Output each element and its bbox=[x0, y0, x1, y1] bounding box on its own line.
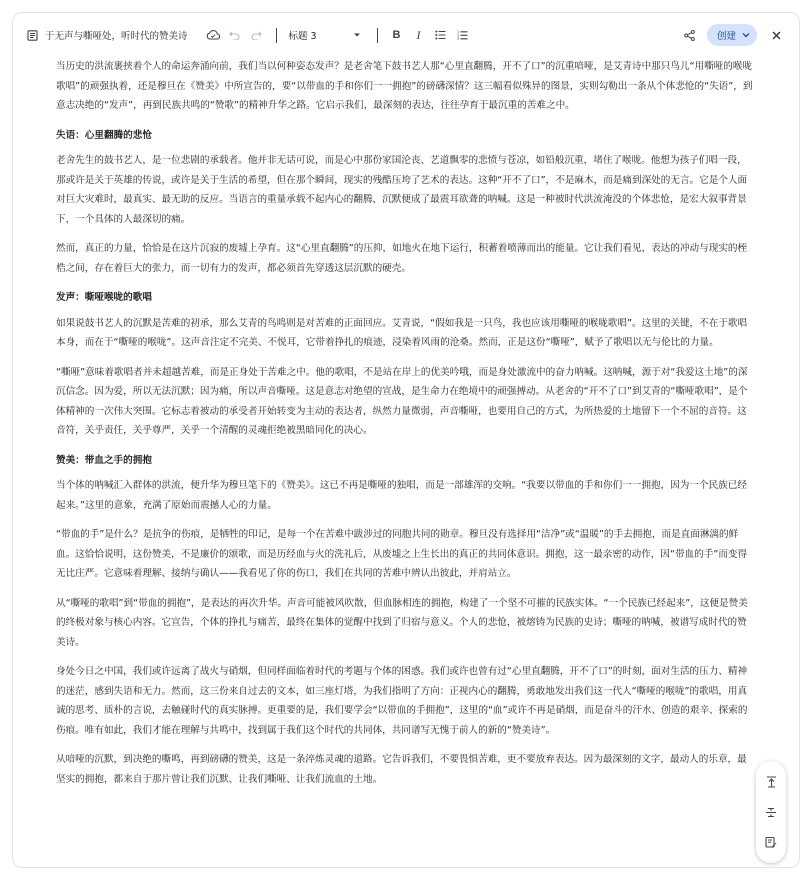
create-button[interactable] bbox=[707, 24, 757, 46]
conclusion-paragraph: 从喑哑的沉默，到决绝的嘶鸣，再到磅礴的赞美，这是一条淬炼灵魂的道路。它告诉我们，不要畏惧苦难，更不要放弃表达。因为最深刻的文字，最动人的乐章，最坚实的拥抱，都来自于那片曾让我们沉默、让我们嘶哑、让我们流血的土地。 bbox=[56, 754, 747, 785]
chevron-down-icon bbox=[742, 30, 750, 41]
svg-text:1: 1 bbox=[457, 30, 460, 34]
align-top-icon[interactable] bbox=[762, 773, 780, 791]
document-body[interactable] bbox=[56, 57, 756, 867]
doc-icon bbox=[25, 28, 39, 42]
share-icon[interactable] bbox=[679, 24, 701, 46]
split-view-icon[interactable] bbox=[762, 803, 780, 821]
document-title[interactable]: 于无声与嘶哑处，听时代的赞美诗 bbox=[45, 31, 188, 42]
toolbar bbox=[13, 13, 799, 57]
toolbar-divider bbox=[377, 28, 378, 43]
section-heading-1: 失语：心里翻腾的悲怆 bbox=[56, 129, 152, 141]
paragraph: 老舍先生的鼓书艺人，是一位悲剧的承载者。他并非无话可说，而是心中那份家国沦丧、艺道飘零的悲愤与苍凉，如铅般沉重，堵住了喉咙。他想为孩子们唱一段，那或许是关于英雄的传说，或许是关于生活的希望，但在那个瞬间，现实的残酷压垮了艺术的表达。这种“开不了口”，不是麻木，而是痛到深处的无言。它是个人面对巨大灾难时，最真实、最无助的反应。当语言的重量承载不起内心的翻腾，沉默便成了最震耳欲聋的呐喊。这是一种被时代洪流淹没的个体悲怆，是宏大叙事背景下，一个具体的人最深切的痛。 bbox=[56, 155, 748, 225]
create-button-label: 创建 bbox=[716, 31, 736, 42]
paragraph: 如果说鼓书艺人的沉默是苦难的初承，那么艾青的鸟鸣则是对苦难的正面回应。艾青说，“假如我是一只鸟，我也应该用嘶哑的喉咙歌唱”。这里的关键，不在于歌唱本身，而在于“嘶哑的喉咙”。这声音注定不完美、不悦耳，它带着挣扎的痕迹，浸染着风雨的沧桑。然而，正是这份“嘶哑”，赋予了歌唱以无与伦比的力量。 bbox=[56, 317, 748, 348]
cloud-icon[interactable] bbox=[202, 24, 224, 46]
chevron-down-icon bbox=[353, 30, 361, 41]
section-heading-3: 赞美：带血之手的拥抱 bbox=[56, 454, 152, 466]
floating-action-panel bbox=[756, 761, 786, 863]
heading-style-select[interactable] bbox=[285, 24, 365, 46]
editor-window bbox=[12, 12, 800, 868]
italic-icon[interactable]: I bbox=[416, 27, 421, 42]
bold-icon[interactable]: B bbox=[392, 29, 401, 41]
section-heading-2: 发声：嘶哑喉咙的歌唱 bbox=[56, 292, 152, 303]
svg-text:3: 3 bbox=[457, 37, 460, 40]
paragraph: “嘶哑”意味着歌唱者并未超越苦难，而是正身处于苦难之中。他的歌唱，不是站在岸上的优美吟哦，而是身处激流中的奋力呐喊。这呐喊，源于对“我爱这土地”的深沉信念。因为爱，所以无法沉默；因为痛，所以声音嘶哑。这是意志对绝望的宣战，是生命力在绝境中的顽强搏动。从老舍的“开不了口”到艾青的“嘶哑歌唱”，是个体精神的一次伟大突围。它标志着被动的承受者开始转变为主动的表达者，纵然力量微弱，声音嘶哑，也要用自己的方式，为所热爱的土地留下一个不屈的音符。这音符，关乎责任，关乎尊严，关乎一个清醒的灵魂拒绝被黑暗同化的决心。 bbox=[56, 366, 748, 436]
numbered-list-icon[interactable] bbox=[452, 24, 474, 46]
edit-note-icon[interactable] bbox=[762, 833, 780, 851]
heading-style-value: 标题 3 bbox=[288, 31, 317, 42]
paragraph: “带血的手”是什么？是抗争的伤痕，是牺牲的印记，是每一个在苦难中跋涉过的同胞共同的勋章。穆旦没有选择用“洁净”或“温暖”的手去拥抱，而是直面淋漓的鲜血。这恰恰说明，这份赞美，不是廉价的颂歌，而是历经血与火的洗礼后，从废墟之上生长出的真正的共同体意识。拥抱，这一最亲密的动作，因“带血的手”而变得无比庄严。它意味着理解、接纳与确认——我看见了你的伤口，我们在共同的苦难中辨认出彼此，并肩站立。 bbox=[56, 529, 748, 579]
paragraph: 然而，真正的力量，恰恰是在这片沉寂的废墟上孕育。这“心里直翻腾”的压抑，如地火在地下运行，积蓄着喷薄而出的能量。它让我们看见，表达的冲动与现实的桎梏之间，存在着巨大的张力，而一切有力的发声，都必须首先穿透这层沉默的硬壳。 bbox=[56, 243, 748, 274]
redo-icon[interactable] bbox=[246, 24, 268, 46]
bullet-list-icon[interactable] bbox=[430, 24, 452, 46]
paragraph: 当个体的呐喊汇入群体的洪流，便升华为穆旦笔下的《赞美》。这已不再是嘶哑的独唱，而是一部雄浑的交响。“我要以带血的手和你们一一拥抱，因为一个民族已经起来。”这里的意象，充满了原始而震撼人心的力量。 bbox=[56, 480, 747, 511]
intro-paragraph: 当历史的洪流裹挟着个人的命运奔涌向前，我们当以何种姿态发声？是老舍笔下鼓书艺人那“心里直翻腾，开不了口”的沉重喑哑，是艾青诗中那只鸟儿“用嘶哑的喉咙歌唱”的顽强执着，还是穆旦在《赞美》中所宣告的，要“以带血的手和你们一一拥抱”的磅礴深情？这三幅看似殊异的图景，实则勾勒出一条从个体悲怆的“失语”，到意志决绝的“发声”，再到民族共鸣的“赞歌”的精神升华之路。它启示我们，最深刻的表达，往往孕育于最沉重的苦难之中。 bbox=[56, 61, 753, 111]
close-icon[interactable] bbox=[765, 24, 787, 46]
paragraph: 身处今日之中国，我们或许远离了战火与硝烟，但同样面临着时代的考题与个体的困惑。我们或许也曾有过“心里直翻腾，开不了口”的时刻，面对生活的压力、精神的迷茫，感到失语和无力。然而，这三份来自过去的文本，如三座灯塔，为我们指明了方向：正视内心的翻腾，勇敢地发出我们这一代人“嘶哑的喉咙”的歌唱，用真诚的思考、质朴的言说，去触碰时代的真实脉搏。更重要的是，我们要学会“以带血的手拥抱”，这里的“血”或许不再是硝烟，而是奋斗的汗水、创造的艰辛、探索的伤痕。唯有如此，我们才能在理解与共鸣中，找到属于我们这个时代的共同体，共同谱写无愧于前人的新的“赞美诗”。 bbox=[56, 666, 748, 736]
paragraph: 从“嘶哑的歌唱”到“带血的拥抱”，是表达的再次升华。声音可能被风吹散，但血脉相连的拥抱，构建了一个坚不可摧的民族实体。“一个民族已经起来”，这便是赞美的终极对象与核心内容。它宣告，个体的挣扎与痛苦，最终在集体的觉醒中找到了归宿与意义。个人的悲怆，被熔铸为民族的史诗；嘶哑的呐喊，被谱写成时代的赞美诗。 bbox=[56, 597, 748, 648]
toolbar-divider bbox=[276, 28, 277, 43]
svg-text:2: 2 bbox=[457, 33, 460, 38]
undo-icon[interactable] bbox=[224, 24, 246, 46]
